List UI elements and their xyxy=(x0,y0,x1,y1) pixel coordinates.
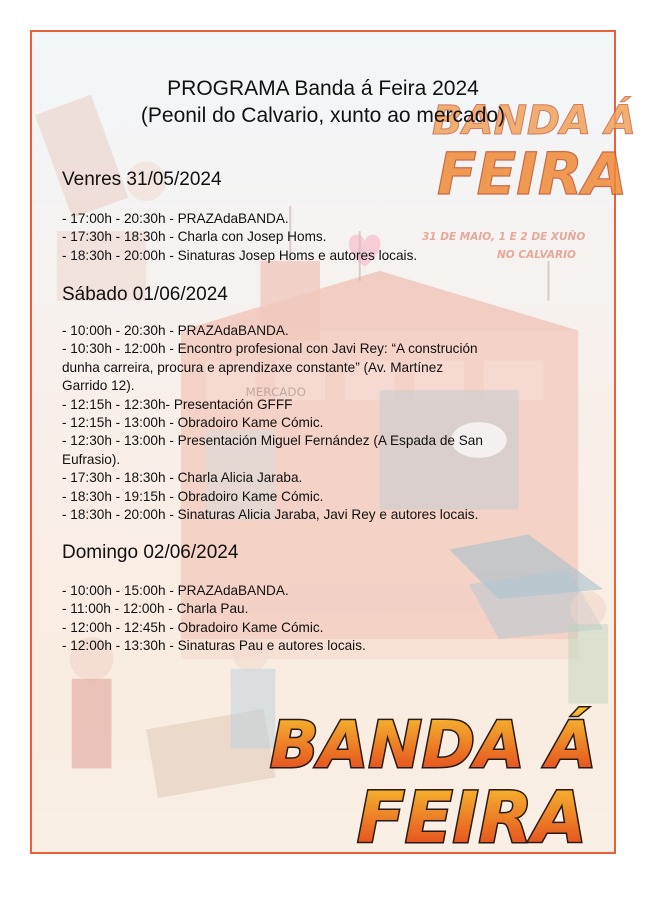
program-content xyxy=(32,32,614,852)
list-item: - 17:00h - 20:30h - PRAZAdaBANDA. xyxy=(62,211,289,226)
list-item: - 18:30h - 20:00h - Sinaturas Josep Homs e autores locais. xyxy=(62,247,418,263)
svg-text:FEIRA: FEIRA xyxy=(437,140,628,208)
list-item: Eufrasio). xyxy=(62,451,121,467)
list-item: Garrido 12). xyxy=(62,378,135,394)
list-item: - 10:00h - 20:30h - PRAZAdaBANDA. xyxy=(62,323,289,338)
list-item: - 18:30h - 20:00h - Sinaturas Alicia Jaraba, Javi Rey e autores locais. xyxy=(62,507,479,523)
svg-text:NO CALVARIO: NO CALVARIO xyxy=(497,249,576,261)
friday-schedule xyxy=(62,210,592,265)
sunday-schedule xyxy=(62,582,592,656)
saturday-schedule xyxy=(62,322,592,524)
program-title: PROGRAMA Banda á Feira 2024 xyxy=(167,77,479,100)
svg-text:FEIRA: FEIRA xyxy=(357,777,587,859)
svg-text:BANDA Á: BANDA Á xyxy=(270,709,597,783)
list-item: - 12:15h - 12:30h- Presentación GFFF xyxy=(62,396,293,412)
list-item: - 17:30h - 18:30h - Charla Alicia Jaraba. xyxy=(62,470,303,486)
list-item: - 12:00h - 13:30h - Sinaturas Pau e autores locais. xyxy=(62,638,366,654)
list-item: - 11:00h - 12:00h - Charla Pau. xyxy=(62,601,249,617)
svg-text:31 DE MAIO, 1 E 2 DE XUÑO: 31 DE MAIO, 1 E 2 DE XUÑO xyxy=(422,231,586,243)
list-item: - 12:15h - 13:00h - Obradoiro Kame Cómic. xyxy=(62,415,324,431)
day-heading-friday: Venres 31/05/2024 xyxy=(62,169,222,190)
list-item: - 17:30h - 18:30h - Charla con Josep Homs. xyxy=(62,229,327,245)
program-subtitle: (Peonil do Calvario, xunto ao mercado) xyxy=(140,104,506,127)
list-item: - 10:30h - 12:00h - Encontro profesional con Javi Rey: “A construción xyxy=(62,341,478,357)
day-heading-saturday: Sábado 01/06/2024 xyxy=(62,284,228,305)
list-item: - 10:00h - 15:00h - PRAZAdaBANDA. xyxy=(62,583,289,598)
list-item: dunha carreira, procura e aprendizaxe constante” (Av. Martínez xyxy=(62,359,444,375)
poster xyxy=(30,30,636,859)
svg-text:BANDA Á: BANDA Á xyxy=(432,98,636,144)
day-heading-sunday: Domingo 02/06/2024 xyxy=(62,542,239,563)
building-sign: MERCADO xyxy=(245,385,306,400)
list-item: - 18:30h - 19:15h - Obradoiro Kame Cómic. xyxy=(62,488,324,504)
list-item: - 12:00h - 12:45h - Obradoiro Kame Cómic. xyxy=(62,619,324,635)
list-item: - 12:30h - 13:00h - Presentación Miguel Fernández (A Espada de San xyxy=(62,433,483,449)
